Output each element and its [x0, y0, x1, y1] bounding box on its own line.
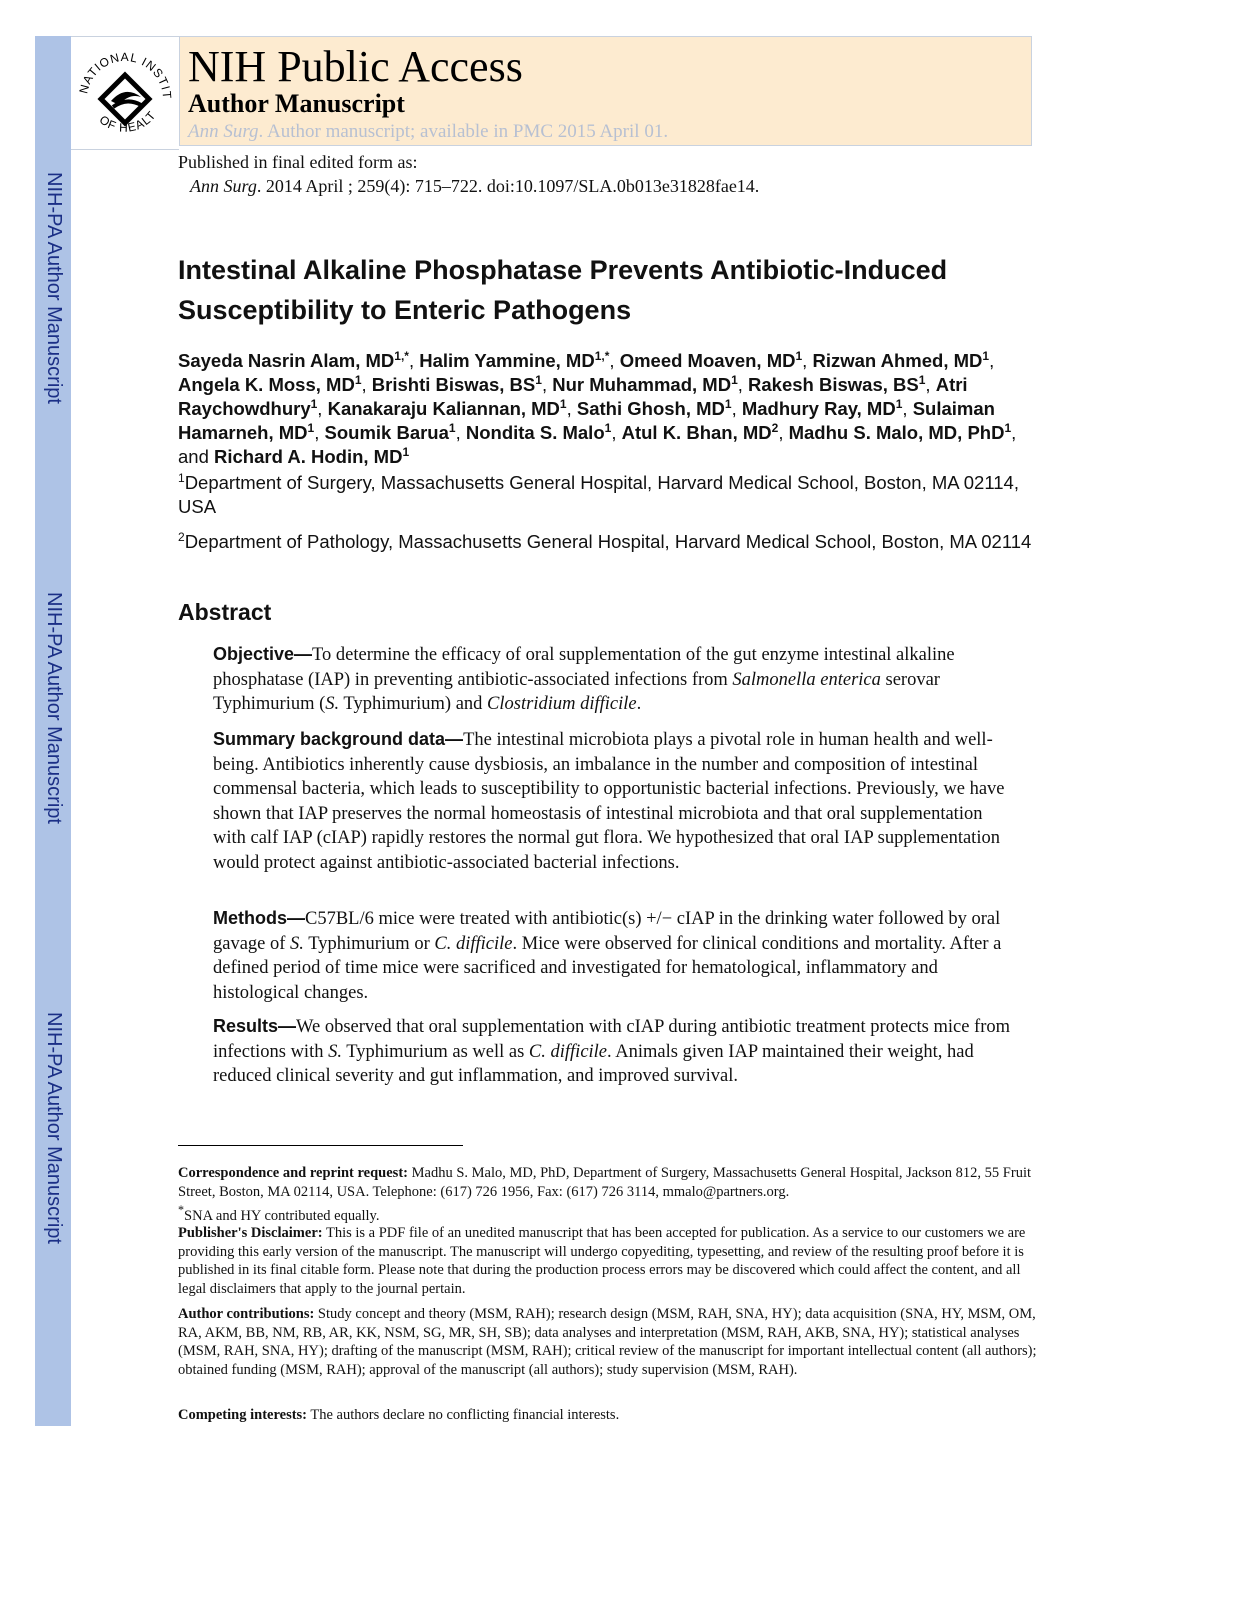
author-name: Angela K. Moss, $MD^1$: [178, 372, 362, 395]
abstract-results: Results—We observed that oral supplementation with cIAP during antibiotic treatment protects mice from infections with S. Typhimurium as well as C. difficile. Animals given IAP maintained their weight, had reduced clinical severity and gut inflammation, and improved survival.: [213, 1016, 1011, 1086]
author-name: Soumik Barua$^1$: [324, 420, 456, 443]
abstract-summary: Summary background data—The intestinal microbiota plays a pivotal role in human health and well-being. Antibiotics inherently cause dysbiosis, an imbalance in the number and composition of intestinal commensal bacteria, which leads to susceptibility to opportunistic bacterial infections. Previously, we have shown that IAP preserves the normal homeostasis of intestinal microbiota and that oral supplementation with calf IAP (cIAP) rapidly restores the normal gut flora. We hypothesized that oral IAP supplementation would protect against antibiotic-associated bacterial infections.: [213, 729, 1005, 873]
author-name: Kanakaraju Kaliannan, $MD^1$: [327, 396, 567, 419]
author-name: Halim Yammine, $MD^{1,*}$: [419, 348, 610, 371]
affiliation-1: $^1$Department of Surgery, Massachusetts General Hospital, Harvard Medical School, Boston, MA 02114, USA: [178, 470, 1019, 517]
abstract-objective: Objective—To determine the efficacy of oral supplementation of the gut enzyme intestinal alkaline phosphatase (IAP) in preventing antibiotic-associated infections from Salmonella enterica serovar Typhimurium (S. Typhimurium) and Clostridium difficile.: [213, 644, 955, 714]
footnote-rule: [178, 1145, 463, 1146]
author-name: Sulaiman Hamarneh, $MD^1$: [178, 398, 995, 443]
header-banner: [179, 36, 1032, 146]
abstract-heading: Abstract: [178, 599, 272, 625]
published-label: Published in final edited form as:: [178, 152, 418, 172]
nih-seal-icon: [71, 37, 179, 149]
svg-text:NATIONAL INSTITUTES: NATIONAL INSTIT: [76, 49, 175, 101]
svg-text:OF HEALTH: OF HEALT: [96, 108, 159, 135]
author-name: Sathi Ghosh, $MD^1$: [576, 396, 732, 419]
header-title: NIH Public Access: [188, 42, 523, 91]
author-list: Sayeda Nasrin Alam, $MD^{1,*}$, Halim Yammine, $MD^{1,*}$, Omeed Moaven, $MD^1$, Rizwan Ahmed, $MD^1$, Angela K. Moss, $MD^1$, Brishti Biswas, $BS^1$, Nur Muhammad, $MD^1$, Rakesh Biswas, $BS^1$, Atri Raychowdhury$^1$, Kanakaraju Kaliannan, $MD^1$, Sathi Ghosh, $MD^1$, Madhury Ray, $MD^1$, Sulaiman Hamarneh, $MD^1$, Soumik Barua$^1$, Nondita S. Malo$^1$, Atul K. Bhan, $MD^2$, Madhu S. Malo, MD, PhD$^1$, and Richard A. Hodin, $MD^1$: [178, 348, 1017, 467]
author-name: Omeed Moaven, $MD^1$: [619, 348, 803, 371]
footnote-correspondence: Correspondence and reprint request: Madhu S. Malo, MD, PhD, Department of Surgery, Massachusetts General Hospital, Jackson 812, 55 Fruit Street, Boston, MA 02114, USA. Telephone: (617) 726 1956, Fax: (617) 726 3114, mmalo@partners.org. *SNA and HY contributed equally.: [178, 1165, 1032, 1224]
abstract-methods: Methods—C57BL/6 mice were treated with antibiotic(s) +/− cIAP in the drinking water followed by oral gavage of S. Typhimurium or C. difficile. Mice were observed for clinical conditions and mortality. After a defined period of time mice were sacrificed and investigated for hematological, inflammatory and histological changes.: [213, 908, 1002, 1003]
author-name: Brishti Biswas, $BS^1$: [371, 372, 542, 395]
header-subtitle: Author Manuscript: [188, 89, 405, 118]
footnote-disclaimer: Publisher's Disclaimer: This is a PDF file of an unedited manuscript that has been accepted for publication. As a service to our customers we are providing this early version of the manuscript. The manuscript will undergo copyediting, typesetting, and review of the resulting proof before it is published in its final citable form. Please note that during the production process errors may be discovered which could affect the content, and all legal disclaimers that apply to the journal pertain.: [178, 1225, 1026, 1297]
author-and: and: [178, 446, 215, 467]
author-name: Sayeda Nasrin Alam, $MD^{1,*}$: [178, 348, 409, 371]
affiliation-2: $^2$Department of Pathology, Massachusetts General Hospital, Harvard Medical School, Boston, MA 02114: [178, 529, 1032, 552]
author-name: Atri Raychowdhury$^1$: [178, 374, 968, 419]
author-name: Nondita S. Malo$^1$: [465, 420, 612, 443]
author-name: Rakesh Biswas, $BS^1$: [748, 372, 926, 395]
author-name: Rizwan Ahmed, $MD^1$: [812, 348, 990, 371]
author-name: Madhu S. Malo, MD, PhD$^1$: [788, 420, 1012, 443]
footnote-competing: Competing interests: The authors declare no conflicting financial interests.: [178, 1407, 620, 1423]
author-name: Richard A. Hodin, $MD^1$: [214, 444, 410, 467]
footnote-contributions: Author contributions: Study concept and theory (MSM, RAH); research design (MSM, RAH, SNA, HY); data acquisition (SNA, HY, MSM, OM, RA, AKM, BB, NM, RB, AR, KK, NSM, SG, MR, SH, SB); data analyses and interpretation (MSM, RAH, AKB, SNA, HY); statistical analyses (MSM, RAH, SNA, HY); drafting of the manuscript (MSM, RAH); critical review of the manuscript for important intellectual content (all authors); obtained funding (MSM, RAH); approval of the manuscript (all authors); study supervision (MSM, RAH).: [178, 1306, 1037, 1378]
nih-logo: [71, 36, 179, 150]
article-title: Intestinal Alkaline Phosphatase Prevents Antibiotic-Induced Susceptibility to Enteric Pathogens: [178, 255, 948, 325]
author-name: Madhury Ray, $MD^1$: [741, 396, 903, 419]
header-availability: Ann Surg. Author manuscript; available in PMC 2015 April 01.: [188, 121, 669, 142]
author-name: Nur Muhammad, $MD^1$: [552, 372, 738, 395]
author-name: Atul K. Bhan, $MD^2$: [621, 420, 779, 443]
citation: Ann Surg. 2014 April ; 259(4): 715–722. doi:10.1097/SLA.0b013e31828fae14.: [190, 176, 760, 196]
